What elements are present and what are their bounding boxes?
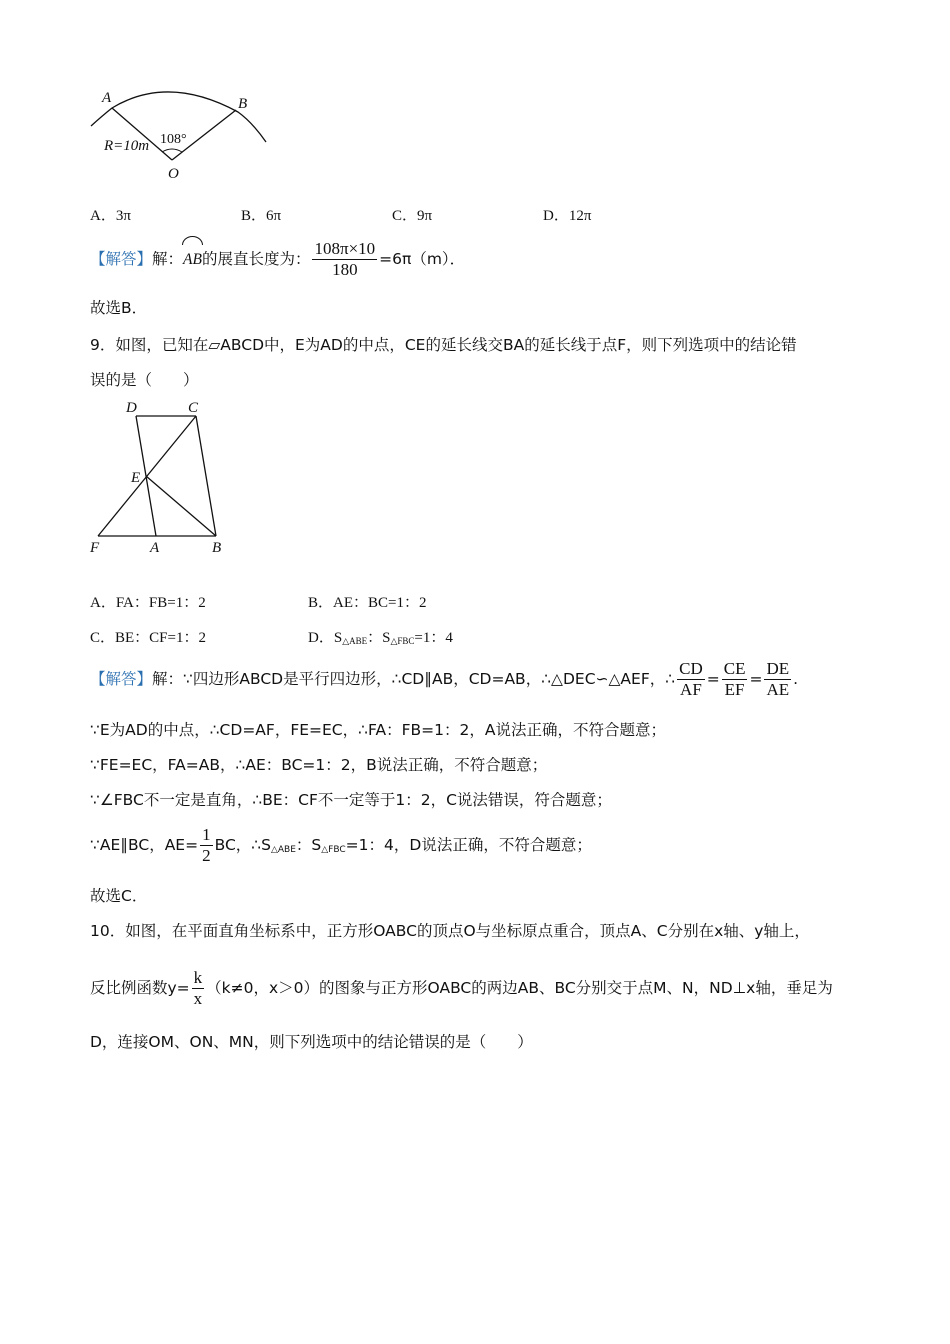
answer-tag: 【解答】 (90, 250, 153, 268)
side-cb (196, 416, 216, 536)
label-a: A (102, 90, 112, 106)
fraction: $\frac{108\pi\times 10}{180}$ (314, 239, 376, 279)
q8-option-a: A．3π (90, 208, 131, 224)
fraction-ce-ef: $\frac{CE}{EF}$ (723, 659, 746, 699)
q8-option-d: D．12π (543, 208, 592, 224)
q8-conclusion: 故选B． (90, 299, 148, 317)
label-b: B (238, 96, 248, 112)
label-e: E (131, 470, 141, 486)
label-angle: 108° (160, 132, 187, 147)
angle-mark (162, 149, 182, 152)
answer-tag: 【解答】 (90, 670, 153, 688)
label-radius: R=10m (104, 138, 150, 154)
q8-option-b: B．6π (241, 208, 282, 224)
label-c: C (188, 400, 199, 416)
q8-answer: 【解答】解：AB的展直长度为： $\frac{108\pi\times 10}{180}$ =6π（m）． (90, 239, 466, 279)
q9-option-c: C．BE：CF=1：2 (90, 630, 206, 646)
fraction-k-x: $\frac{k}{x}$ (193, 968, 203, 1008)
q9-answer-line4: ∵∠FBC不一定是直角，∴BE：CF不一定等于1：2，C说法错误，符合题意； (90, 791, 612, 809)
label-a: A (150, 540, 160, 556)
q9-stem-line2: 误的是（ ） (90, 371, 199, 389)
q8-option-c: C．9π (392, 208, 433, 224)
q9-answer-line1: 【解答】解：∵四边形ABCD是平行四边形，∴CD∥AB，CD=AB，∴△DEC∽△AEF，∴ $\frac{CD}{AF}$ = $\frac{CE}{EF}$ = $\frac{DE}{AE}$ . (90, 659, 799, 699)
q10-stem-line2: 反比例函数y= $\frac{k}{x}$ （k≠0，x＞0）的图象与正方形OABC的两边AB、BC分别交于点M、N，ND⊥x轴，垂足为 (90, 968, 833, 1008)
q9-answer-line5: ∵AE∥BC，AE= $\frac{1}{2}$ BC，$\therefore S_{\triangle ABE}$：$S_{\triangle FBC}=1$：4，D说法正确，不符合题意； (90, 825, 592, 865)
q9-stem-line1: 9．如图，已知在▱ABCD中，E为AD的中点，CE的延长线交BA的延长线于点F，则下列选项中的结论错 (90, 336, 797, 354)
label-o: O (168, 166, 179, 182)
line-fc (98, 416, 196, 536)
arc-ab: AB (183, 242, 202, 278)
q9-option-a: A．FA：FB=1：2 (90, 595, 206, 611)
q10-stem-line1: 10．如图，在平面直角坐标系中，正方形OABC的顶点O与坐标原点重合，顶点A、C分别在x轴、y轴上， (90, 922, 810, 940)
fraction-cd-af: $\frac{CD}{AF}$ (679, 659, 703, 699)
q9-answer-line3: ∵FE=EC，FA=AB，∴AE：BC=1：2，B说法正确，不符合题意； (90, 756, 548, 774)
label-f: F (90, 540, 100, 556)
fraction-half: $\frac{1}{2}$ (202, 825, 211, 865)
q9-answer-line2: ∵E为AD的中点，∴CD=AF，FE=EC，∴FA：FB=1：2，A说法正确，不符合题意； (90, 721, 666, 739)
q9-option-b: B．AE：BC=1：2 (308, 595, 427, 611)
q9-conclusion: 故选C． (90, 887, 148, 905)
line-eb (146, 476, 216, 536)
parallelogram-figure (86, 396, 236, 558)
q9-option-d: D．$S_{\triangle ABE}$：$S_{\triangle FBC}=1$：4 (308, 630, 453, 646)
label-d: D (126, 400, 137, 416)
label-b: B (212, 540, 222, 556)
q10-stem-line3: D，连接OM、ON、MN，则下列选项中的结论错误的是（ ） (90, 1033, 533, 1051)
sector-figure (88, 86, 274, 182)
fraction-de-ae: $\frac{DE}{AE}$ (766, 659, 790, 699)
